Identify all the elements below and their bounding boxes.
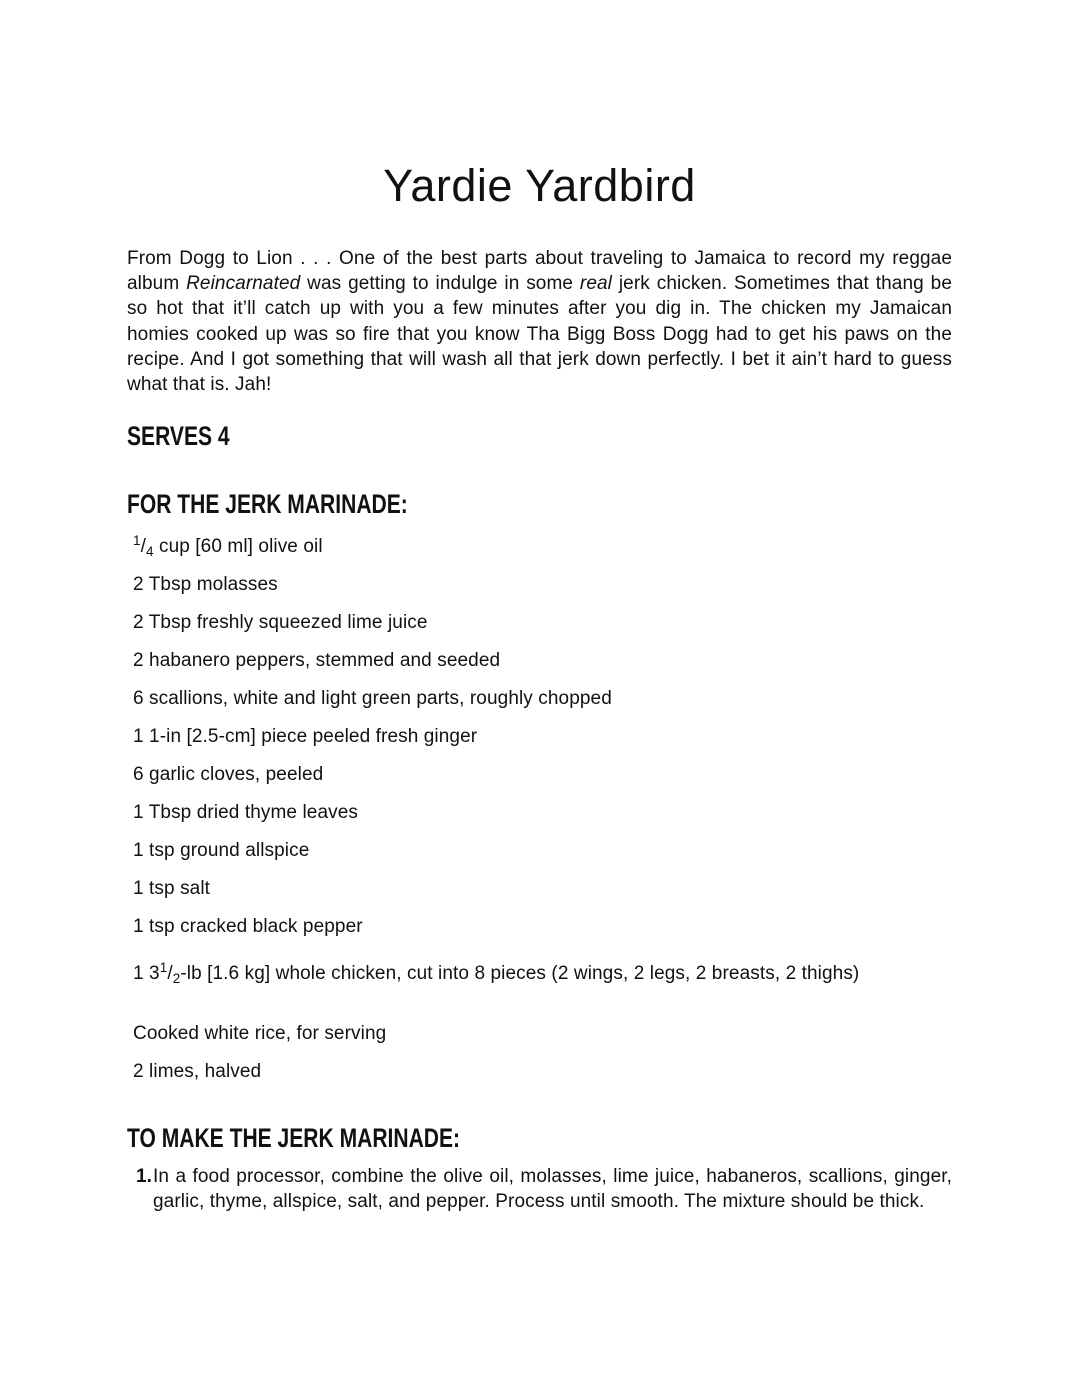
ingredient-line: Cooked white rice, for serving [133,1023,387,1045]
marinade-section-heading: FOR THE JERK MARINADE: [127,489,408,520]
fraction-denominator: 2 [172,971,181,987]
ingredient-line: 2 habanero peppers, stemmed and seeded [133,650,501,672]
step-text: In a food processor, combine the olive oil, molasses, lime juice, habaneros, scallions, ginger, garlic, thyme, allspice, salt, and pepper. Process until smooth. The mixture should be thick. [153,1166,952,1213]
ingredient-line: 1 1-in [2.5-cm] piece peeled fresh ginger [133,726,478,748]
ingredient-line: 1 tsp ground allspice [133,840,310,862]
intro-text: jerk chicken. Sometimes that thang be so hot that it’ll catch up with you a few minutes after you dig in. The chicken my Jamaican homies cooked up was so fire that you know Tha Bigg Boss Dogg had to get his paws on the recipe. And I got something that will wash all that jerk down perfectly. I bet it ain’t hard to guess what that is. Jah! [127,273,952,396]
step-item [127,1164,952,1214]
serves-heading: SERVES 4 [127,421,230,452]
intro-paragraph [127,246,952,397]
ingredient-text: cup [60 ml] olive oil [153,536,323,558]
ingredient-line: 6 scallions, white and light green parts, roughly chopped [133,688,612,710]
fraction-slash: / [167,963,173,985]
ingredient-text: 1 3 [133,963,160,985]
ingredient-text: -lb [1.6 kg] whole chicken, cut into 8 pieces (2 wings, 2 legs, 2 breasts, 2 thighs) [180,963,860,985]
intro-italic-album: Reincarnated [186,273,301,295]
ingredient-line: 6 garlic cloves, peeled [133,764,324,786]
ingredient-line: 2 limes, halved [133,1061,262,1083]
ingredient-line: 1 Tbsp dried thyme leaves [133,802,358,824]
ingredient-line: 2 Tbsp molasses [133,574,278,596]
fraction-numerator: 1 [159,960,168,976]
ingredient-line: 1 tsp salt [133,878,211,900]
intro-italic-real: real [579,273,613,295]
directions-section-heading: TO MAKE THE JERK MARINADE: [127,1123,461,1154]
fraction-slash: / [140,536,146,558]
intro-text: was getting to indulge in some [300,273,580,295]
ingredient-line: 1 tsp cracked black pepper [133,916,363,938]
ingredient-line-chicken [127,960,952,987]
ingredient-line-olive-oil [127,533,952,560]
ingredient-line: 2 Tbsp freshly squeezed lime juice [133,612,428,634]
recipe-title: Yardie Yardbird [383,160,696,211]
step-number: 1. [136,1166,153,1188]
fraction-numerator: 1 [133,533,141,549]
fraction-denominator: 4 [146,544,154,560]
intro-text: From Dogg to Lion . . . One of the best parts about traveling to Jamaica to record my reggae album [127,248,952,295]
